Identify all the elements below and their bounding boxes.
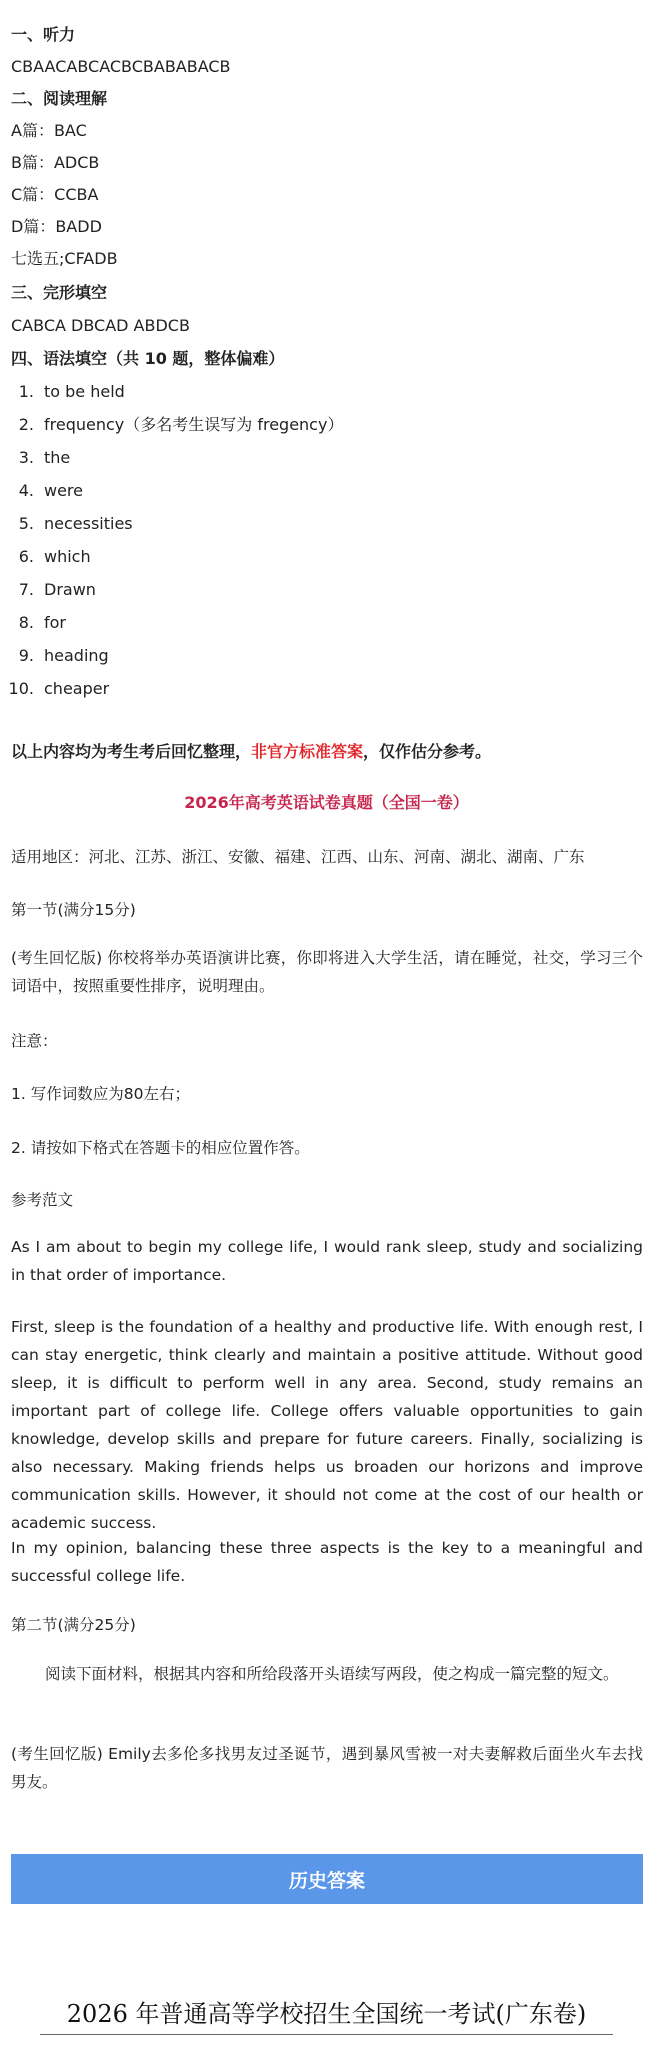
continuation-instructions: 阅读下面材料，根据其内容和所给段落开头语续写两段，使之构成一篇完整的短文。 (45, 1665, 619, 1683)
regions: 适用地区：河北、江苏、浙江、安徽、福建、江西、山东、河南、湖北、湖南、广东 (11, 848, 585, 866)
list-item: 5. necessities (18, 514, 133, 533)
cloze-header: 三、完形填空 (11, 283, 108, 302)
essay-paragraph-2: First, sleep is the foundation of a healthy and productive life. With enough rest, I can stay energetic, think clearly and maintain a positive attitude. Without good sleep, it is difficult to perform well in any area. Second, study remains an important part of college life. College offers valuable opportunities to gain knowledge, develop skills and prepare for future careers. Finally, socializing is also necessary. Making friends helps us broaden our horizons and improve communication skills. However, it should not come at the cost of our health or academic success. (11, 1318, 643, 1532)
bottom-exam-title: 2026 年普通高等学校招生全国统一考试(广东卷) (66, 2000, 587, 2028)
listening-answers: CBAACABCACBCBABABACB (11, 57, 231, 76)
note-1: 1. 写作词数应为80左右； (11, 1085, 190, 1103)
cloze-answers: CABCA DBCAD ABDCB (11, 316, 190, 335)
list-item: 3. the (18, 448, 71, 467)
note-2: 2. 请按如下格式在答题卡的相应位置作答。 (11, 1139, 310, 1157)
note-label: 注意： (11, 1032, 58, 1050)
seven-five: 七选五;CFADB (11, 249, 118, 268)
list-item: 4. were (18, 481, 83, 500)
reading-d: D篇：BADD (11, 217, 102, 236)
list-item: 7. Drawn (18, 580, 96, 599)
list-item: 2. frequency（多名考生误写为 fregency） (18, 415, 344, 434)
divider (40, 2034, 613, 2035)
history-answers-button[interactable]: 历史答案 (11, 1854, 643, 1904)
disclaimer-highlight: 非官方标准答案 (251, 742, 364, 761)
list-item: 10. cheaper (8, 679, 110, 698)
continuation-prompt: (考生回忆版) Emily去多伦多找男友过圣诞节，遇到暴风雪被一对夫妻解救后面坐火车去找男友。 (11, 1745, 643, 1791)
section1-heading: 第一节(满分15分) (11, 901, 136, 919)
listening-header: 一、听力 (11, 25, 76, 44)
essay-paragraph-3: In my opinion, balancing these three aspects is the key to a meaningful and successful college life. (11, 1539, 643, 1585)
list-item: 6. which (18, 547, 91, 566)
list-item: 1. to be held (18, 382, 125, 401)
grammar-header: 四、语法填空（共 10 题，整体偏难） (11, 349, 285, 368)
reading-b: B篇：ADCB (11, 153, 100, 172)
exam-title: 2026年高考英语试卷真题（全国一卷） (184, 793, 469, 812)
essay-paragraph-1: As I am about to begin my college life, I would rank sleep, study and socializing in that order of importance. (11, 1238, 643, 1284)
list-item: 9. heading (18, 646, 109, 665)
reading-header: 二、阅读理解 (11, 89, 108, 108)
reading-c: C篇：CCBA (11, 185, 99, 204)
section2-heading: 第二节(满分25分) (11, 1616, 136, 1634)
disclaimer: 以上内容均为考生考后回忆整理，非官方标准答案，仅作估分参考。 (11, 742, 492, 761)
list-item: 8. for (18, 613, 66, 632)
reading-a: A篇：BAC (11, 121, 87, 140)
writing-prompt: (考生回忆版) 你校将举办英语演讲比赛，你即将进入大学生活，请在睡觉，社交，学习三个词语中，按照重要性排序，说明理由。 (11, 949, 643, 995)
sample-label: 参考范文 (11, 1191, 74, 1209)
